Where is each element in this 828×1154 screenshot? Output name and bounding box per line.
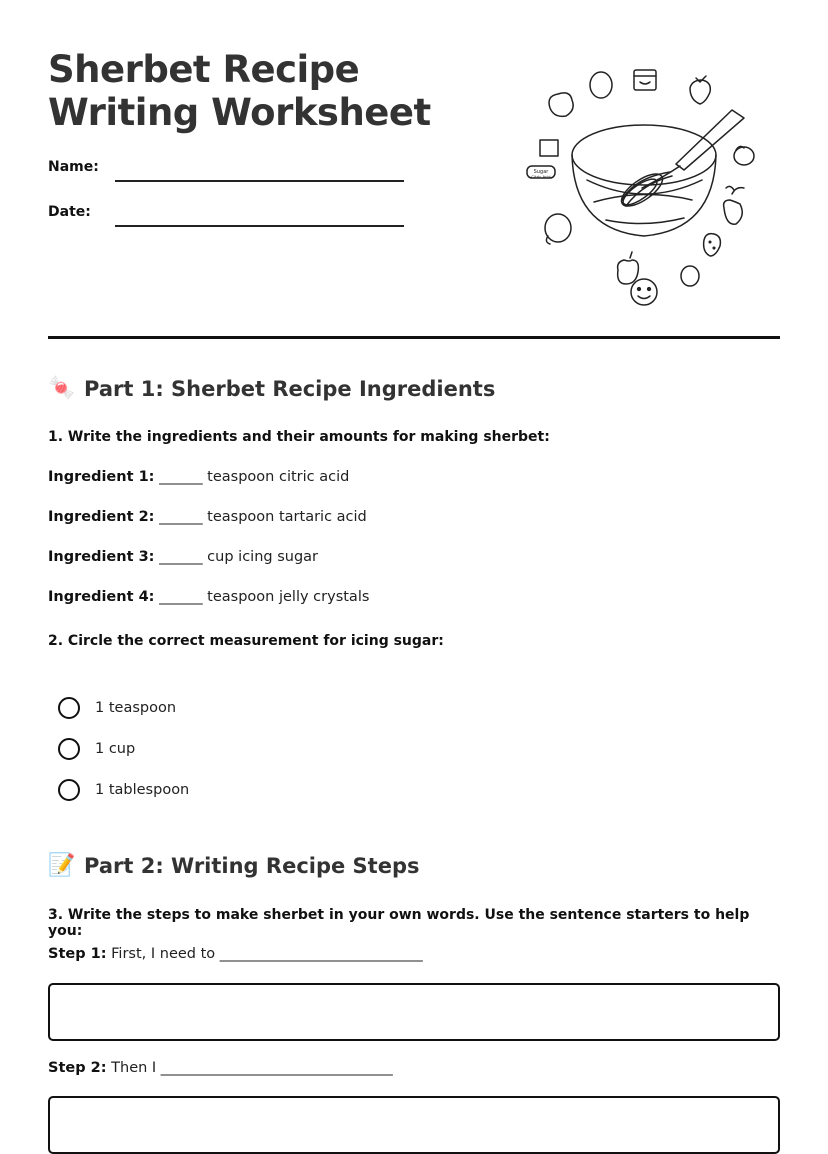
date-field — [48, 201, 408, 225]
option-teaspoon[interactable] — [58, 696, 176, 720]
step-label: Step 2: — [48, 1060, 107, 1076]
option-label: 1 teaspoon — [95, 700, 177, 716]
jar-icon — [634, 70, 656, 90]
radio-circle-icon[interactable] — [58, 779, 80, 801]
step-line-1 — [48, 946, 423, 962]
smiley-icon — [631, 279, 657, 305]
sugar-acid-tag-icon — [527, 166, 555, 179]
step-text: Then I ________________________________ — [106, 1060, 393, 1076]
ingredient-line-1 — [48, 469, 349, 485]
strawberry-right-icon — [704, 234, 721, 256]
date-write-line — [115, 225, 404, 227]
mixing-bowl-illustration-icon — [522, 60, 762, 306]
part2-heading — [48, 853, 420, 878]
apple-icon — [618, 252, 639, 284]
question-2: 2. Circle the correct measurement for icing sugar: — [48, 633, 444, 649]
ingredient-text: ______ teaspoon jelly crystals — [154, 589, 370, 605]
plum-icon — [681, 266, 699, 286]
ingredient-label: Ingredient 1: — [48, 469, 155, 485]
candy-icon: 🍬 — [48, 376, 76, 401]
berry-cluster-icon — [549, 93, 573, 116]
ingredient-label: Ingredient 3: — [48, 549, 155, 565]
worksheet-header — [48, 48, 780, 308]
ingredient-text: ______ teaspoon citric acid — [154, 469, 350, 485]
option-label: 1 tablespoon — [95, 782, 190, 798]
ingredient-line-2 — [48, 509, 367, 525]
ingredient-text: ______ cup icing sugar — [154, 549, 318, 565]
step-line-2 — [48, 1060, 393, 1076]
step-text: First, I need to ____________________________ — [106, 946, 423, 962]
part1-title: Part 1: Sherbet Recipe Ingredients — [84, 376, 496, 401]
question-3: 3. Write the steps to make sherbet in your own words. Use the sentence starters to help you: — [48, 907, 750, 939]
ingredient-text: ______ teaspoon tartaric acid — [154, 509, 367, 525]
option-tablespoon[interactable] — [58, 778, 189, 802]
illustration-sugar-text: Sugar — [533, 169, 549, 175]
lemon-icon — [590, 72, 612, 98]
date-label: Date: — [48, 204, 91, 220]
radio-circle-icon[interactable] — [58, 697, 80, 719]
step-1-answer-box[interactable] — [48, 983, 780, 1041]
strawberry-icon — [690, 76, 710, 104]
part1-heading — [48, 376, 495, 401]
memo-icon: 📝 — [48, 853, 76, 878]
sugar-cube-icon — [540, 140, 558, 156]
step-2-answer-box[interactable] — [48, 1096, 780, 1154]
radio-circle-icon[interactable] — [58, 738, 80, 760]
name-label: Name: — [48, 159, 99, 175]
name-field — [48, 156, 408, 180]
worksheet-page — [48, 0, 780, 1118]
ingredient-line-3 — [48, 549, 318, 565]
apple-right-icon — [724, 186, 744, 224]
ingredient-label: Ingredient 4: — [48, 589, 155, 605]
header-divider — [48, 336, 780, 339]
page-title: Sherbet Recipe Writing Worksheet — [48, 48, 431, 134]
question-1: 1. Write the ingredients and their amounts for making sherbet: — [48, 429, 550, 445]
orange-icon — [545, 214, 571, 242]
option-label: 1 cup — [95, 741, 136, 757]
illustration-acid-text: Citric Acid — [531, 174, 551, 179]
name-write-line — [115, 180, 404, 182]
step-label: Step 1: — [48, 946, 107, 962]
ingredient-line-4 — [48, 589, 369, 605]
option-cup[interactable] — [58, 737, 135, 761]
part2-title: Part 2: Writing Recipe Steps — [84, 853, 420, 878]
ingredient-label: Ingredient 2: — [48, 509, 155, 525]
